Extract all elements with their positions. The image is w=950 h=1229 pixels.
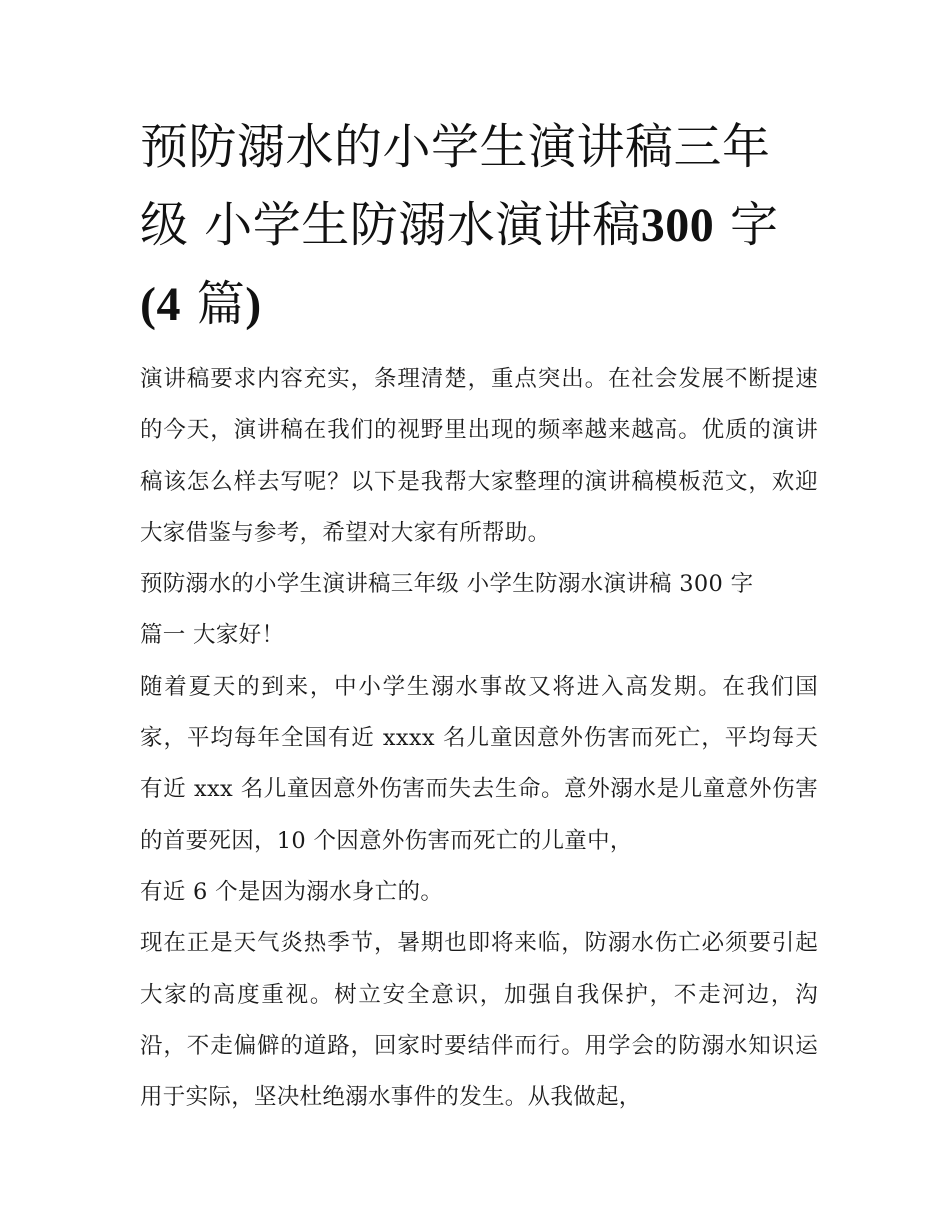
paragraph-intro: 演讲稿要求内容充实，条理清楚，重点突出。在社会发展不断提速的今天，演讲稿在我们的视野里出现的频率越来越高。优质的演讲稿该怎么样去写呢？以下是我帮大家整理的演讲稿模板范文，欢迎大家借鉴与参考，希望对大家有所帮助。 xyxy=(140,366,818,546)
document-body xyxy=(140,354,818,1123)
paragraph-statistics-end: 有近 6 个是因为溺水身亡的。 xyxy=(140,878,444,905)
title-line-3-close: ) xyxy=(245,278,262,331)
document-title xyxy=(140,108,818,344)
title-line-2-number: 300 xyxy=(640,199,715,252)
paragraph-greeting: 篇一 大家好！ xyxy=(140,622,285,649)
paragraph-subtitle: 预防溺水的小学生演讲稿三年级 小学生防溺水演讲稿 300 字 xyxy=(140,571,754,598)
title-line-3-word: 篇 xyxy=(180,276,246,332)
title-line-3-open: (4 xyxy=(140,278,181,331)
paragraph-safety: 现在正是天气炎热季节，暑期也即将来临，防溺水伤亡必须要引起大家的高度重视。树立安全意识，加强自我保护，不走河边，沟沿，不走偏僻的道路，回家时要结伴而行。用学会的防溺水知识运用于实际，坚决杜绝溺水事件的发生。从我做起， xyxy=(140,930,818,1111)
title-line-2-suffix: 字 xyxy=(714,197,779,253)
title-line-1: 预防溺水的小学生演讲稿三年 xyxy=(140,119,771,175)
paragraph-statistics: 随着夏天的到来，中小学生溺水事故又将进入高发期。在我们国家，平均每年全国有近 xxxx 名儿童因意外伤害而死亡，平均每天有近 xxx 名儿童因意外伤害而失去生命。意外溺水是儿童意外伤害的首要死因，10 个因意外伤害而死亡的儿童中， xyxy=(140,673,818,854)
title-line-2-prefix: 级 小学生防溺水演讲稿 xyxy=(140,197,641,253)
document-content xyxy=(140,108,818,1123)
